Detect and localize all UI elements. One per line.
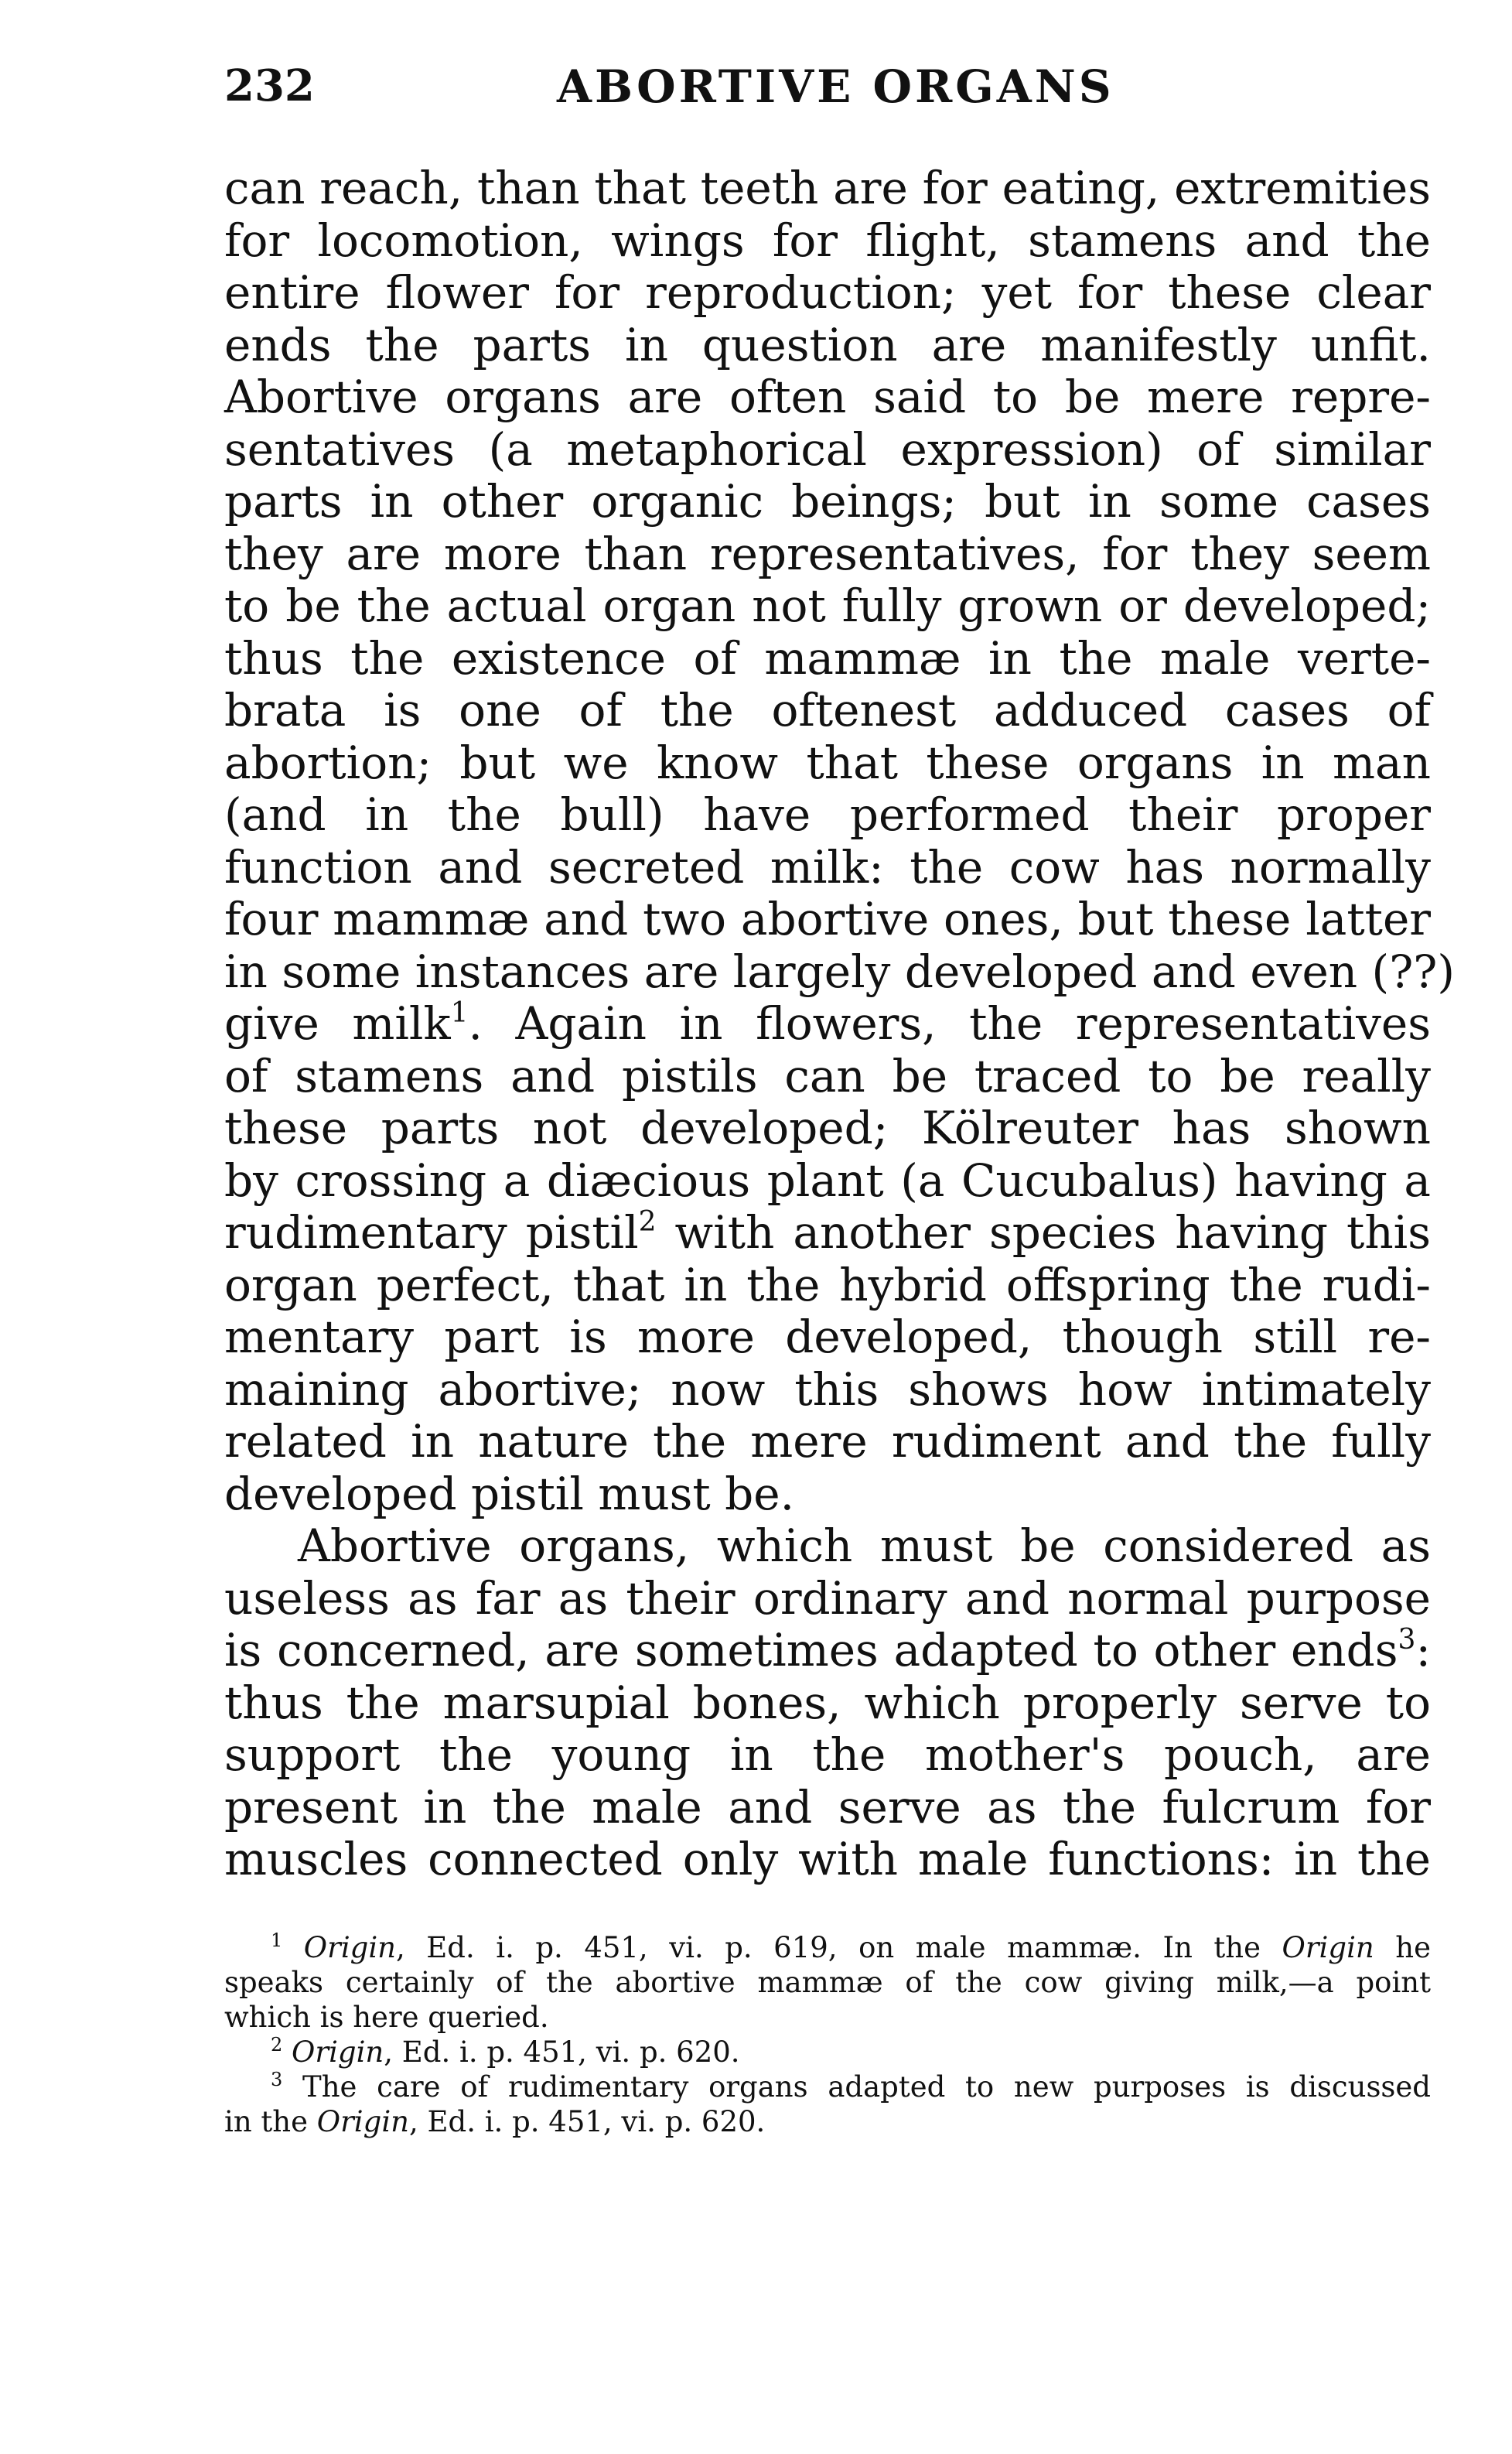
text-segment: with another species having this [656,1206,1431,1259]
text-line: these parts not developed; Kölreuter has shown [224,1102,1431,1154]
footnote-number: 1 [271,1929,283,1951]
text-segment: : [1415,1624,1431,1676]
text-line: maining abortive; now this shows how intimately [224,1362,1431,1416]
footnote-text: The care of rudimentary organs adapted to new purposes is discussed [302,2070,1431,2104]
text-line: parts in other organic beings; but in some cases [224,475,1431,528]
text-segment: . Again in flowers, the representatives [468,997,1431,1050]
footnote-number: 2 [271,2034,283,2056]
footnote-line: speaks certainly of the abortive mammæ of the cow giving milk,—a point [224,1966,1431,1999]
citation-title: Origin [303,1931,396,1964]
text-line: of stamens and pistils can be traced to be really [224,1049,1431,1102]
footnote-text: , Ed. i. p. 451, vi. p. 620. [384,2035,740,2069]
text-line: they are more than representatives, for they seem [224,527,1431,580]
text-line: related in nature the mere rudiment and the fully [224,1415,1431,1468]
text-line: four mammæ and two abortive ones, but these latter [224,893,1431,945]
citation-title: Origin [292,2035,384,2069]
footnote-1 [224,1930,1431,1965]
text-line: by crossing a diæcious plant (a Cucubalus) having a [224,1154,1431,1207]
text-line: thus the marsupial bones, which properly serve to [224,1676,1431,1729]
text-line: ends the parts in question are manifestly unfit. [224,318,1431,371]
footnote-text: in the [224,2105,317,2138]
footnote-line: which is here queried. [224,2001,549,2034]
footnote-3 [224,2069,1431,2104]
text-line: for locomotion, wings for flight, stamens and the [224,214,1431,267]
footnote-number: 3 [271,2069,283,2090]
running-head: ABORTIVE ORGANS [557,60,1114,113]
footnote-line [224,2104,1431,2139]
footnotes [224,1930,1431,2139]
text-line [224,998,1431,1051]
text-line: organ perfect, that in the hybrid offspring the rudi- [224,1258,1431,1311]
text-line: to be the actual organ not fully grown or developed; [224,579,1431,632]
text-line: thus the existence of mammæ in the male verte- [224,631,1431,685]
text-line: sentatives (a metaphorical expression) of similar [224,422,1431,476]
text-segment: give milk [224,997,451,1050]
text-segment: is concerned, are sometimes adapted to other ends [224,1624,1398,1676]
page-header [224,60,1431,130]
text-line: developed pistil must be. [224,1467,795,1520]
footnote-marker: 1 [450,997,469,1029]
text-segment: rudimentary pistil [224,1206,639,1259]
text-line [224,1625,1431,1677]
text-line: (and in the bull) have performed their proper [224,788,1431,841]
text-line: in some instances are largely developed and even (??) [224,945,1456,998]
text-line: Abortive organs are often said to be mere repre- [224,371,1431,423]
footnote-marker: 3 [1398,1624,1416,1656]
footnote-text: he [1374,1931,1431,1964]
body-text [224,162,1456,1886]
page-number: 232 [224,60,315,111]
text-line: abortion; but we know that these organs in man [224,736,1431,789]
text-line [224,1207,1431,1259]
text-line: Abortive organs, which must be considered as [298,1519,1431,1572]
text-line: brata is one of the oftenest adduced cases of [224,684,1431,737]
text-line: useless as far as their ordinary and normal purpose [224,1571,1431,1625]
text-line: present in the male and serve as the fulcrum for [224,1780,1431,1834]
text-line: entire flower for reproduction; yet for these clear [224,266,1431,319]
text-line: mentary part is more developed, though still re- [224,1311,1431,1363]
footnote-text: , Ed. i. p. 451, vi. p. 620. [408,2105,766,2138]
citation-title: Origin [316,2105,409,2138]
text-line: support the young in the mother's pouch, are [224,1728,1431,1781]
footnote-marker: 2 [638,1206,657,1238]
text-line: function and secreted milk: the cow has normally [224,840,1431,894]
citation-title: Origin [1282,1931,1374,1964]
text-line: can reach, than that teeth are for eating, extremities [224,162,1431,214]
footnote-2 [224,2035,1431,2069]
text-line: muscles connected only with male functions: in the [224,1833,1431,1885]
footnote-text: , Ed. i. p. 451, vi. p. 619, on male mammæ. In the [396,1931,1282,1964]
